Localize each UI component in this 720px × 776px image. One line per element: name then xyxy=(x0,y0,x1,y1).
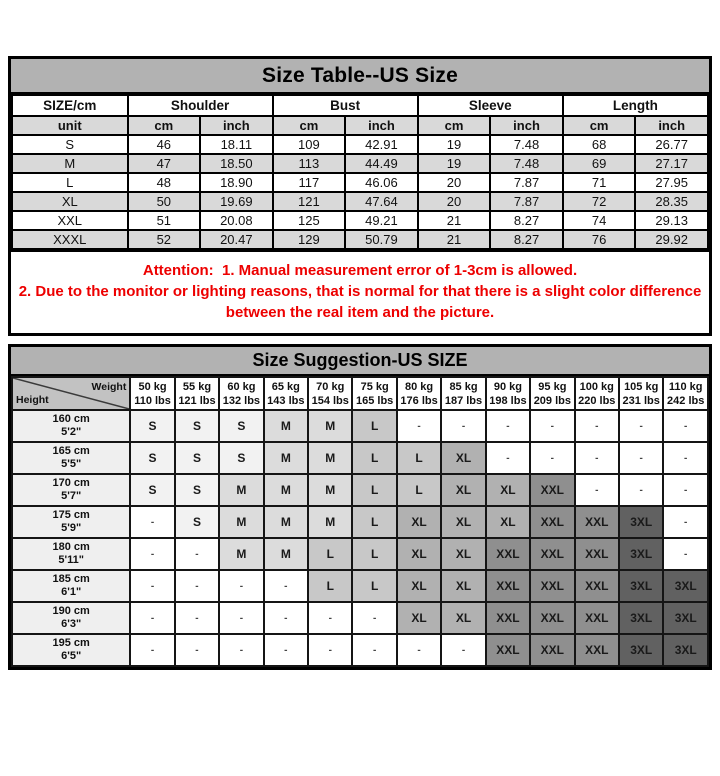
height-label-cell xyxy=(12,538,130,570)
measurement-cell: 49.21 xyxy=(345,211,418,230)
attention-note xyxy=(11,250,709,333)
size-suggestion-cell: - xyxy=(530,410,574,442)
measurement-cell: 19 xyxy=(418,135,491,154)
size-suggestion-cell: XL xyxy=(486,506,530,538)
corner-height-label: Height xyxy=(16,394,49,406)
measurement-cell: 21 xyxy=(418,211,491,230)
measurement-cell: 18.11 xyxy=(200,135,273,154)
weight-lbs-label: 220 lbs xyxy=(578,394,616,407)
weight-header-cell xyxy=(441,377,485,410)
size-table-group-header-row xyxy=(12,95,708,116)
size-suggestion-cell: L xyxy=(308,538,352,570)
size-label-cell: XXL xyxy=(12,211,128,230)
size-suggestion-cell: - xyxy=(264,602,308,634)
measurement-cell: 72 xyxy=(563,192,636,211)
size-suggestion-cell: - xyxy=(397,634,441,666)
height-ft-label: 5'2" xyxy=(61,426,82,438)
measurement-cell: 21 xyxy=(418,230,491,249)
size-suggestion-cell: - xyxy=(130,506,174,538)
height-ft-label: 6'5" xyxy=(61,650,82,662)
height-cm-label: 195 cm xyxy=(52,637,90,649)
measurement-cell: 129 xyxy=(273,230,346,249)
size-suggestion-cell: - xyxy=(663,474,708,506)
measurement-cell: 7.87 xyxy=(490,173,563,192)
suggestion-row xyxy=(12,602,708,634)
measurement-cell: 50 xyxy=(128,192,201,211)
size-suggestion-cell: M xyxy=(264,474,308,506)
size-suggestion-cell: XL xyxy=(397,506,441,538)
size-label-cell: S xyxy=(12,135,128,154)
size-suggestion-cell: - xyxy=(219,634,263,666)
suggestion-row xyxy=(12,410,708,442)
size-suggestion-cell: - xyxy=(619,442,663,474)
height-ft-label: 5'5" xyxy=(61,458,82,470)
size-table-unit-row xyxy=(12,116,708,135)
size-suggestion-cell: S xyxy=(219,442,263,474)
height-ft-label: 6'1" xyxy=(61,586,82,598)
size-suggestion-cell: - xyxy=(308,634,352,666)
size-suggestion-cell: XL xyxy=(441,538,485,570)
size-suggestion-cell: M xyxy=(219,474,263,506)
size-suggestion-cell: - xyxy=(663,410,708,442)
measurement-cell: 27.95 xyxy=(635,173,708,192)
size-table-body xyxy=(12,135,708,249)
size-suggestion-cell: - xyxy=(352,602,396,634)
measurement-cell: 51 xyxy=(128,211,201,230)
measurement-cell: 20 xyxy=(418,192,491,211)
suggestion-row xyxy=(12,634,708,666)
measurement-cell: 76 xyxy=(563,230,636,249)
measurement-cell: 19 xyxy=(418,154,491,173)
measurement-cell: 46.06 xyxy=(345,173,418,192)
size-suggestion-cell: XL xyxy=(441,602,485,634)
size-suggestion-cell: 3XL xyxy=(619,570,663,602)
size-suggestion-cell: 3XL xyxy=(663,634,708,666)
size-suggestion-cell: - xyxy=(397,410,441,442)
measurement-cell: 52 xyxy=(128,230,201,249)
size-suggestion-cell: S xyxy=(130,442,174,474)
weight-lbs-label: 231 lbs xyxy=(622,394,660,407)
height-cm-label: 160 cm xyxy=(52,413,90,425)
measurement-cell: 29.13 xyxy=(635,211,708,230)
measurement-cell: 8.27 xyxy=(490,230,563,249)
size-suggestion-cell: L xyxy=(397,474,441,506)
size-suggestion-table xyxy=(11,376,709,667)
size-suggestion-cell: XXL xyxy=(575,506,619,538)
size-suggestion-cell: 3XL xyxy=(619,602,663,634)
measurement-cell: 20.47 xyxy=(200,230,273,249)
measurement-cell: 7.48 xyxy=(490,154,563,173)
size-suggestion-cell: - xyxy=(175,634,219,666)
size-suggestion-cell: L xyxy=(308,570,352,602)
measurement-cell: 18.50 xyxy=(200,154,273,173)
size-table-section xyxy=(8,56,712,336)
weight-header-cell xyxy=(308,377,352,410)
size-suggestion-cell: XL xyxy=(397,538,441,570)
measurement-cell: 74 xyxy=(563,211,636,230)
size-suggestion-cell: XXL xyxy=(486,602,530,634)
size-suggestion-cell: M xyxy=(308,442,352,474)
height-ft-label: 5'11" xyxy=(58,554,84,566)
size-suggestion-cell: S xyxy=(175,442,219,474)
height-label-cell xyxy=(12,442,130,474)
size-suggestion-cell: - xyxy=(130,634,174,666)
size-suggestion-cell: - xyxy=(441,634,485,666)
weight-lbs-label: 187 lbs xyxy=(444,394,483,407)
size-table-row xyxy=(12,173,708,192)
size-suggestion-cell: L xyxy=(352,506,396,538)
height-ft-label: 5'9" xyxy=(61,522,82,534)
measurement-cell: 113 xyxy=(273,154,346,173)
size-suggestion-cell: M xyxy=(264,538,308,570)
suggestion-row xyxy=(12,442,708,474)
size-suggestion-cell: XXL xyxy=(575,634,619,666)
column-header-length: Length xyxy=(563,95,708,116)
measurement-cell: 27.17 xyxy=(635,154,708,173)
suggestion-body xyxy=(12,410,708,666)
height-cm-label: 165 cm xyxy=(52,445,90,457)
measurement-cell: 48 xyxy=(128,173,201,192)
size-suggestion-cell: XXL xyxy=(575,570,619,602)
height-cm-label: 180 cm xyxy=(52,541,90,553)
height-ft-label: 6'3" xyxy=(61,618,82,630)
weight-lbs-label: 132 lbs xyxy=(222,394,261,407)
weight-kg-label: 90 kg xyxy=(493,380,522,393)
size-suggestion-cell: XL xyxy=(486,474,530,506)
size-suggestion-cell: S xyxy=(175,506,219,538)
measurement-cell: 44.49 xyxy=(345,154,418,173)
size-suggestion-cell: M xyxy=(264,442,308,474)
size-suggestion-cell: - xyxy=(441,410,485,442)
suggestion-row xyxy=(12,570,708,602)
weight-lbs-label: 154 lbs xyxy=(311,394,349,407)
size-table-row xyxy=(12,211,708,230)
height-label-cell xyxy=(12,506,130,538)
measurement-cell: 69 xyxy=(563,154,636,173)
size-suggestion-cell: - xyxy=(130,538,174,570)
size-suggestion-section xyxy=(8,344,712,670)
weight-header-cell xyxy=(619,377,663,410)
size-suggestion-cell: L xyxy=(352,410,396,442)
weight-lbs-label: 143 lbs xyxy=(267,394,305,407)
height-label-cell xyxy=(12,602,130,634)
size-suggestion-cell: XXL xyxy=(530,474,574,506)
size-suggestion-cell: XL xyxy=(397,602,441,634)
measurement-cell: 47.64 xyxy=(345,192,418,211)
weight-header-cell xyxy=(486,377,530,410)
measurement-cell: 71 xyxy=(563,173,636,192)
weight-kg-label: 60 kg xyxy=(227,380,256,393)
size-suggestion-cell: M xyxy=(219,538,263,570)
measurement-cell: 19.69 xyxy=(200,192,273,211)
size-suggestion-cell: L xyxy=(397,442,441,474)
height-cm-label: 185 cm xyxy=(52,573,90,585)
measurement-cell: 18.90 xyxy=(200,173,273,192)
weight-kg-label: 85 kg xyxy=(449,380,478,393)
size-suggestion-cell: - xyxy=(308,602,352,634)
size-suggestion-cell: 3XL xyxy=(663,570,708,602)
unit-cell: inch xyxy=(490,116,563,135)
weight-header-cell xyxy=(130,377,174,410)
weight-kg-label: 80 kg xyxy=(405,380,434,393)
size-table-title: Size Table--US Size xyxy=(11,59,709,94)
size-suggestion-cell: - xyxy=(175,570,219,602)
size-suggestion-cell: M xyxy=(308,410,352,442)
weight-lbs-label: 176 lbs xyxy=(400,394,438,407)
weight-kg-label: 50 kg xyxy=(138,380,167,393)
unit-cell: cm xyxy=(418,116,491,135)
size-suggestion-cell: - xyxy=(619,410,663,442)
size-suggestion-cell: M xyxy=(308,506,352,538)
unit-cell: cm xyxy=(128,116,201,135)
height-label-cell xyxy=(12,410,130,442)
weight-lbs-label: 121 lbs xyxy=(178,394,216,407)
size-suggestion-cell: XXL xyxy=(530,602,574,634)
size-suggestion-cell: - xyxy=(219,602,263,634)
weight-height-corner-cell xyxy=(12,377,130,410)
weight-header-cell xyxy=(352,377,396,410)
size-suggestion-cell: M xyxy=(219,506,263,538)
size-table xyxy=(11,94,709,250)
size-suggestion-cell: - xyxy=(264,570,308,602)
weight-kg-label: 105 kg xyxy=(624,380,659,393)
measurement-cell: 29.92 xyxy=(635,230,708,249)
height-cm-label: 190 cm xyxy=(52,605,90,617)
size-suggestion-cell: S xyxy=(175,410,219,442)
measurement-cell: 7.87 xyxy=(490,192,563,211)
size-suggestion-cell: XL xyxy=(441,506,485,538)
height-label-cell xyxy=(12,474,130,506)
measurement-cell: 26.77 xyxy=(635,135,708,154)
size-suggestion-cell: M xyxy=(308,474,352,506)
size-suggestion-cell: S xyxy=(130,474,174,506)
size-suggestion-cell: L xyxy=(352,570,396,602)
size-label-cell: L xyxy=(12,173,128,192)
size-suggestion-cell: - xyxy=(264,634,308,666)
size-suggestion-cell: 3XL xyxy=(619,634,663,666)
weight-kg-label: 100 kg xyxy=(579,380,614,393)
size-suggestion-cell: L xyxy=(352,474,396,506)
size-suggestion-cell: XL xyxy=(441,570,485,602)
measurement-cell: 50.79 xyxy=(345,230,418,249)
column-header-shoulder: Shoulder xyxy=(128,95,273,116)
measurement-cell: 117 xyxy=(273,173,346,192)
weight-kg-label: 65 kg xyxy=(271,380,300,393)
attention-line-1: Attention: 1. Manual measurement error of 1-3cm is allowed. xyxy=(142,262,578,279)
size-suggestion-cell: L xyxy=(352,442,396,474)
weight-header-cell xyxy=(530,377,574,410)
size-suggestion-cell: - xyxy=(575,442,619,474)
measurement-cell: 125 xyxy=(273,211,346,230)
unit-cell: unit xyxy=(12,116,128,135)
suggestion-row xyxy=(12,506,708,538)
size-label-cell: XXXL xyxy=(12,230,128,249)
size-suggestion-cell: S xyxy=(219,410,263,442)
weight-kg-label: 55 kg xyxy=(182,380,212,393)
attention-line-3: between the real item and the picture. xyxy=(225,304,495,321)
unit-cell: inch xyxy=(200,116,273,135)
size-suggestion-cell: - xyxy=(219,570,263,602)
size-suggestion-cell: M xyxy=(264,410,308,442)
size-suggestion-cell: - xyxy=(663,538,708,570)
size-suggestion-cell: 3XL xyxy=(663,602,708,634)
size-suggestion-cell: - xyxy=(175,602,219,634)
size-label-cell: M xyxy=(12,154,128,173)
measurement-cell: 7.48 xyxy=(490,135,563,154)
attention-line-2: 2. Due to the monitor or lighting reasons, that is normal for that there is a slight color difference xyxy=(18,283,702,300)
size-suggestion-cell: 3XL xyxy=(619,506,663,538)
unit-cell: inch xyxy=(635,116,708,135)
height-ft-label: 5'7" xyxy=(61,490,82,502)
weight-lbs-label: 165 lbs xyxy=(356,394,394,407)
weight-header-cell xyxy=(575,377,619,410)
unit-cell: cm xyxy=(273,116,346,135)
size-suggestion-cell: - xyxy=(619,474,663,506)
size-suggestion-cell: XL xyxy=(441,474,485,506)
suggestion-row xyxy=(12,474,708,506)
size-suggestion-cell: - xyxy=(486,442,530,474)
size-suggestion-cell: S xyxy=(130,410,174,442)
weight-lbs-label: 110 lbs xyxy=(134,394,171,407)
size-suggestion-cell: S xyxy=(175,474,219,506)
size-suggestion-cell: - xyxy=(530,442,574,474)
size-suggestion-cell: M xyxy=(264,506,308,538)
corner-weight-label: Weight xyxy=(91,381,127,393)
size-suggestion-cell: XXL xyxy=(530,570,574,602)
size-suggestion-cell: XXL xyxy=(530,538,574,570)
size-suggestion-cell: L xyxy=(352,538,396,570)
weight-header-cell xyxy=(175,377,219,410)
weight-lbs-label: 242 lbs xyxy=(667,394,705,407)
size-suggestion-cell: XXL xyxy=(530,506,574,538)
height-cm-label: 170 cm xyxy=(52,477,90,489)
size-suggestion-title: Size Suggestion-US SIZE xyxy=(11,347,709,376)
size-suggestion-cell: - xyxy=(486,410,530,442)
size-table-row xyxy=(12,192,708,211)
measurement-cell: 47 xyxy=(128,154,201,173)
size-suggestion-cell: XXL xyxy=(486,538,530,570)
size-suggestion-cell: - xyxy=(575,474,619,506)
column-header-bust: Bust xyxy=(273,95,418,116)
measurement-cell: 46 xyxy=(128,135,201,154)
height-label-cell xyxy=(12,634,130,666)
measurement-cell: 20.08 xyxy=(200,211,273,230)
size-suggestion-cell: - xyxy=(575,410,619,442)
unit-cell: cm xyxy=(563,116,636,135)
weight-lbs-label: 209 lbs xyxy=(533,394,571,407)
weight-header-cell xyxy=(663,377,708,410)
column-header-size: SIZE/cm xyxy=(12,95,128,116)
size-suggestion-cell: 3XL xyxy=(619,538,663,570)
size-suggestion-cell: - xyxy=(130,570,174,602)
size-suggestion-cell: - xyxy=(663,506,708,538)
measurement-cell: 42.91 xyxy=(345,135,418,154)
size-table-row xyxy=(12,230,708,249)
measurement-cell: 109 xyxy=(273,135,346,154)
measurement-cell: 28.35 xyxy=(635,192,708,211)
size-suggestion-cell: XXL xyxy=(575,538,619,570)
column-header-sleeve: Sleeve xyxy=(418,95,563,116)
suggestion-header-row xyxy=(12,377,708,410)
size-label-cell: XL xyxy=(12,192,128,211)
weight-header-cell xyxy=(397,377,441,410)
measurement-cell: 68 xyxy=(563,135,636,154)
size-suggestion-cell: XXL xyxy=(486,634,530,666)
height-label-cell xyxy=(12,570,130,602)
measurement-cell: 121 xyxy=(273,192,346,211)
weight-kg-label: 75 kg xyxy=(360,380,389,393)
unit-cell: inch xyxy=(345,116,418,135)
size-table-row xyxy=(12,135,708,154)
weight-kg-label: 70 kg xyxy=(316,380,345,393)
weight-header-cell xyxy=(219,377,263,410)
size-suggestion-cell: XXL xyxy=(486,570,530,602)
size-suggestion-cell: - xyxy=(130,602,174,634)
height-cm-label: 175 cm xyxy=(52,509,90,521)
size-suggestion-cell: XL xyxy=(441,442,485,474)
suggestion-row xyxy=(12,538,708,570)
size-table-row xyxy=(12,154,708,173)
size-suggestion-cell: - xyxy=(352,634,396,666)
weight-kg-label: 110 kg xyxy=(668,380,703,393)
size-suggestion-cell: - xyxy=(175,538,219,570)
measurement-cell: 8.27 xyxy=(490,211,563,230)
size-suggestion-cell: XXL xyxy=(530,634,574,666)
size-suggestion-cell: XXL xyxy=(575,602,619,634)
measurement-cell: 20 xyxy=(418,173,491,192)
size-suggestion-cell: - xyxy=(663,442,708,474)
weight-kg-label: 95 kg xyxy=(538,380,567,393)
weight-header-cell xyxy=(264,377,308,410)
size-suggestion-cell: XL xyxy=(397,570,441,602)
weight-lbs-label: 198 lbs xyxy=(489,394,527,407)
